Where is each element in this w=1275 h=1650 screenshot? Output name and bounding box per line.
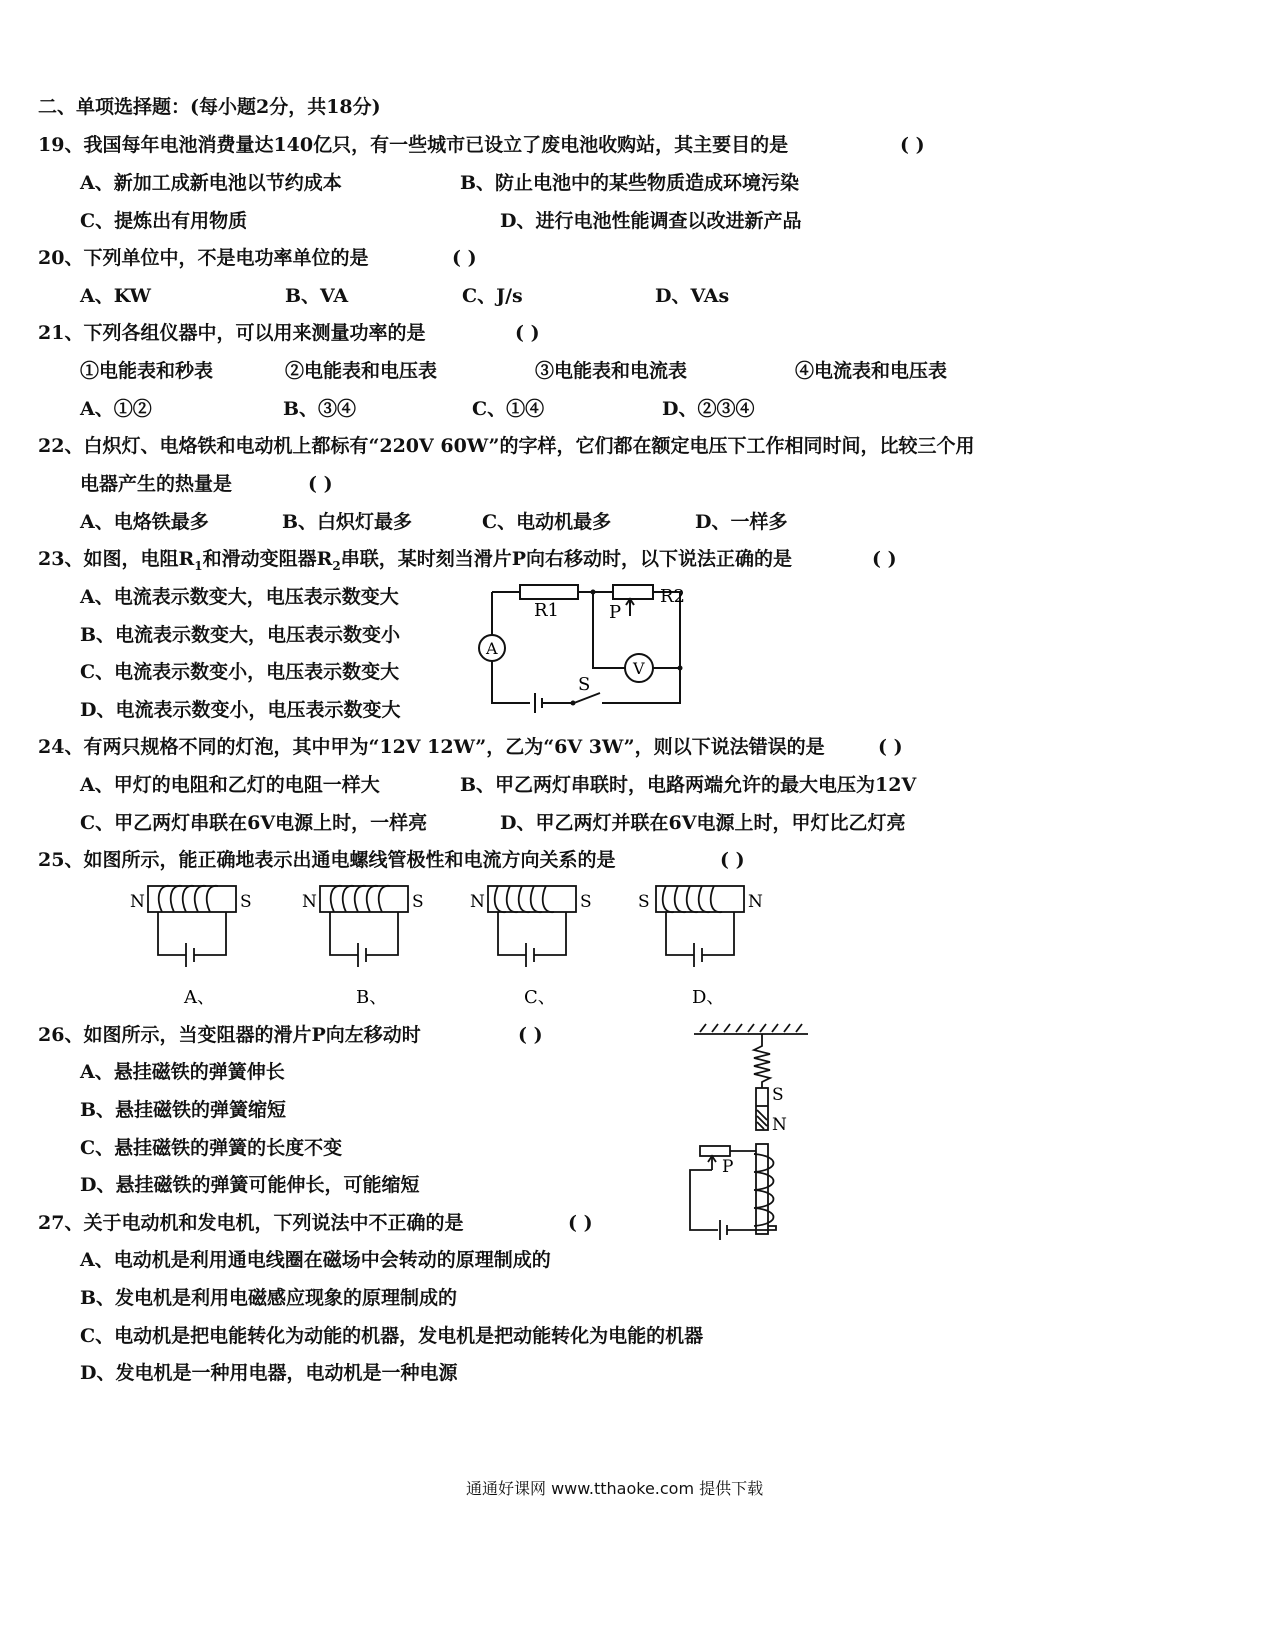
q19-option-a: A、新加工成新电池以节约成本 bbox=[80, 172, 342, 194]
q25-c-right-pole: S bbox=[580, 892, 592, 912]
q23-stem: 23、如图，电阻$R_1$和滑动变阻器$R_2$串联，某时刻当滑片P向右移动时，以下说法正确的是 bbox=[38, 548, 793, 573]
q23-option-b: B、电流表示数变大，电压表示数变小 bbox=[80, 624, 401, 646]
q25-a-label: A、 bbox=[184, 987, 215, 1008]
magnet-s-label: S bbox=[772, 1085, 784, 1105]
ammeter-label: A bbox=[486, 639, 498, 658]
q22-option-a: A、电烙铁最多 bbox=[80, 511, 209, 533]
q25-solenoid-figure-c bbox=[468, 880, 598, 1010]
q25-solenoid-figure-d bbox=[636, 880, 766, 1010]
q26-option-c: C、悬挂磁铁的弹簧的长度不变 bbox=[80, 1137, 343, 1159]
q27-answer-paren: ( ) bbox=[568, 1212, 593, 1234]
q24-option-b: B、甲乙两灯串联时，电路两端允许的最大电压为12V bbox=[460, 774, 917, 796]
q25-solenoid-figure-a bbox=[128, 880, 258, 1010]
q25-c-left-pole: N bbox=[470, 892, 485, 912]
page-footer: 通通好课网 www.tthaoke.com 提供下载 bbox=[466, 1479, 764, 1498]
q25-b-right-pole: S bbox=[412, 892, 424, 912]
q22-stem: 22、白炽灯、电烙铁和电动机上都标有“220V 60W”的字样，它们都在额定电压下工作相同时间，比较三个用 bbox=[38, 435, 975, 457]
q26-option-b: B、悬挂磁铁的弹簧缩短 bbox=[80, 1099, 287, 1121]
q20-answer-paren: ( ) bbox=[452, 247, 477, 269]
q21-item-1: ①电能表和秒表 bbox=[80, 360, 214, 382]
q19-stem: 19、我国每年电池消费量达140亿只，有一些城市已设立了废电池收购站，其主要目的是 bbox=[38, 134, 789, 156]
q24-option-a: A、甲灯的电阻和乙灯的电阻一样大 bbox=[80, 774, 380, 796]
voltmeter-label: V bbox=[633, 659, 645, 678]
q23-option-d: D、电流表示数变小，电压表示数变大 bbox=[80, 699, 401, 721]
q20-option-b: B、VA bbox=[285, 285, 349, 307]
q22-option-c: C、电动机最多 bbox=[482, 511, 612, 533]
q25-answer-paren: ( ) bbox=[720, 849, 745, 871]
q25-a-right-pole: S bbox=[240, 892, 252, 912]
q26-option-a: A、悬挂磁铁的弹簧伸长 bbox=[80, 1061, 285, 1083]
q27-option-b: B、发电机是利用电磁感应现象的原理制成的 bbox=[80, 1287, 458, 1309]
q21-item-4: ④电流表和电压表 bbox=[795, 360, 948, 382]
switch-s-label: S bbox=[578, 674, 591, 695]
q24-stem: 24、有两只规格不同的灯泡，其中甲为“12V 12W”，乙为“6V 3W”，则以下说法错误的是 bbox=[38, 736, 825, 758]
q20-option-c: C、J/s bbox=[462, 285, 523, 307]
q19-option-b: B、防止电池中的某些物质造成环境污染 bbox=[460, 172, 800, 194]
q21-option-c: C、①④ bbox=[472, 398, 545, 420]
q20-option-a: A、KW bbox=[80, 285, 151, 307]
q27-stem: 27、关于电动机和发电机，下列说法中不正确的是 bbox=[38, 1212, 464, 1234]
q19-option-d: D、进行电池性能调查以改进新产品 bbox=[500, 210, 802, 232]
r1-label: R1 bbox=[534, 600, 560, 621]
q27-option-c: C、电动机是把电能转化为动能的机器，发电机是把动能转化为电能的机器 bbox=[80, 1325, 704, 1347]
q21-item-3: ③电能表和电流表 bbox=[535, 360, 688, 382]
q20-option-d: D、VAs bbox=[655, 285, 730, 307]
q26-electromagnet-diagram bbox=[690, 1020, 820, 1250]
q22-option-d: D、一样多 bbox=[695, 511, 788, 533]
q25-solenoid-figure-b bbox=[300, 880, 430, 1010]
r2-label: R2 bbox=[660, 586, 686, 607]
q21-option-b: B、③④ bbox=[283, 398, 357, 420]
q23-answer-paren: ( ) bbox=[872, 548, 897, 570]
q26-stem: 26、如图所示，当变阻器的滑片P向左移动时 bbox=[38, 1024, 421, 1046]
q27-option-d: D、发电机是一种用电器，电动机是一种电源 bbox=[80, 1362, 458, 1384]
q19-answer-paren: ( ) bbox=[900, 134, 925, 156]
q25-d-left-pole: S bbox=[638, 892, 650, 912]
q26-answer-paren: ( ) bbox=[518, 1024, 543, 1046]
q20-stem: 20、下列单位中，不是电功率单位的是 bbox=[38, 247, 369, 269]
q26-option-d: D、悬挂磁铁的弹簧可能伸长，可能缩短 bbox=[80, 1174, 420, 1196]
q24-answer-paren: ( ) bbox=[878, 736, 903, 758]
q25-b-left-pole: N bbox=[302, 892, 317, 912]
q25-c-label: C、 bbox=[524, 987, 556, 1008]
q25-d-label: D、 bbox=[692, 987, 725, 1008]
q21-stem: 21、下列各组仪器中，可以用来测量功率的是 bbox=[38, 322, 426, 344]
q21-item-2: ②电能表和电压表 bbox=[285, 360, 438, 382]
q25-stem: 25、如图所示，能正确地表示出通电螺线管极性和电流方向关系的是 bbox=[38, 849, 616, 871]
q21-option-d: D、②③④ bbox=[662, 398, 755, 420]
q19-option-c: C、提炼出有用物质 bbox=[80, 210, 248, 232]
q23-option-c: C、电流表示数变小，电压表示数变大 bbox=[80, 661, 400, 683]
q22-option-b: B、白炽灯最多 bbox=[282, 511, 413, 533]
q22-stem-continued: 电器产生的热量是 bbox=[80, 473, 233, 495]
q25-a-left-pole: N bbox=[130, 892, 145, 912]
q25-b-label: B、 bbox=[356, 987, 388, 1008]
q24-option-c: C、甲乙两灯串联在6V电源上时，一样亮 bbox=[80, 812, 428, 834]
q25-d-right-pole: N bbox=[748, 892, 763, 912]
section-heading: 二、单项选择题：(每小题2分，共18分) bbox=[38, 96, 381, 118]
slider-p-label: P bbox=[722, 1157, 734, 1177]
q23-option-a: A、电流表示数变大，电压表示数变大 bbox=[80, 586, 399, 608]
q21-answer-paren: ( ) bbox=[515, 322, 540, 344]
q27-option-a: A、电动机是利用通电线圈在磁场中会转动的原理制成的 bbox=[80, 1249, 551, 1271]
q21-option-a: A、①② bbox=[80, 398, 152, 420]
q24-option-d: D、甲乙两灯并联在6V电源上时，甲灯比乙灯亮 bbox=[500, 812, 906, 834]
q23-circuit-diagram bbox=[460, 580, 710, 725]
slider-p-label: P bbox=[609, 602, 622, 623]
q22-answer-paren: ( ) bbox=[308, 473, 333, 495]
magnet-n-label: N bbox=[772, 1115, 787, 1135]
